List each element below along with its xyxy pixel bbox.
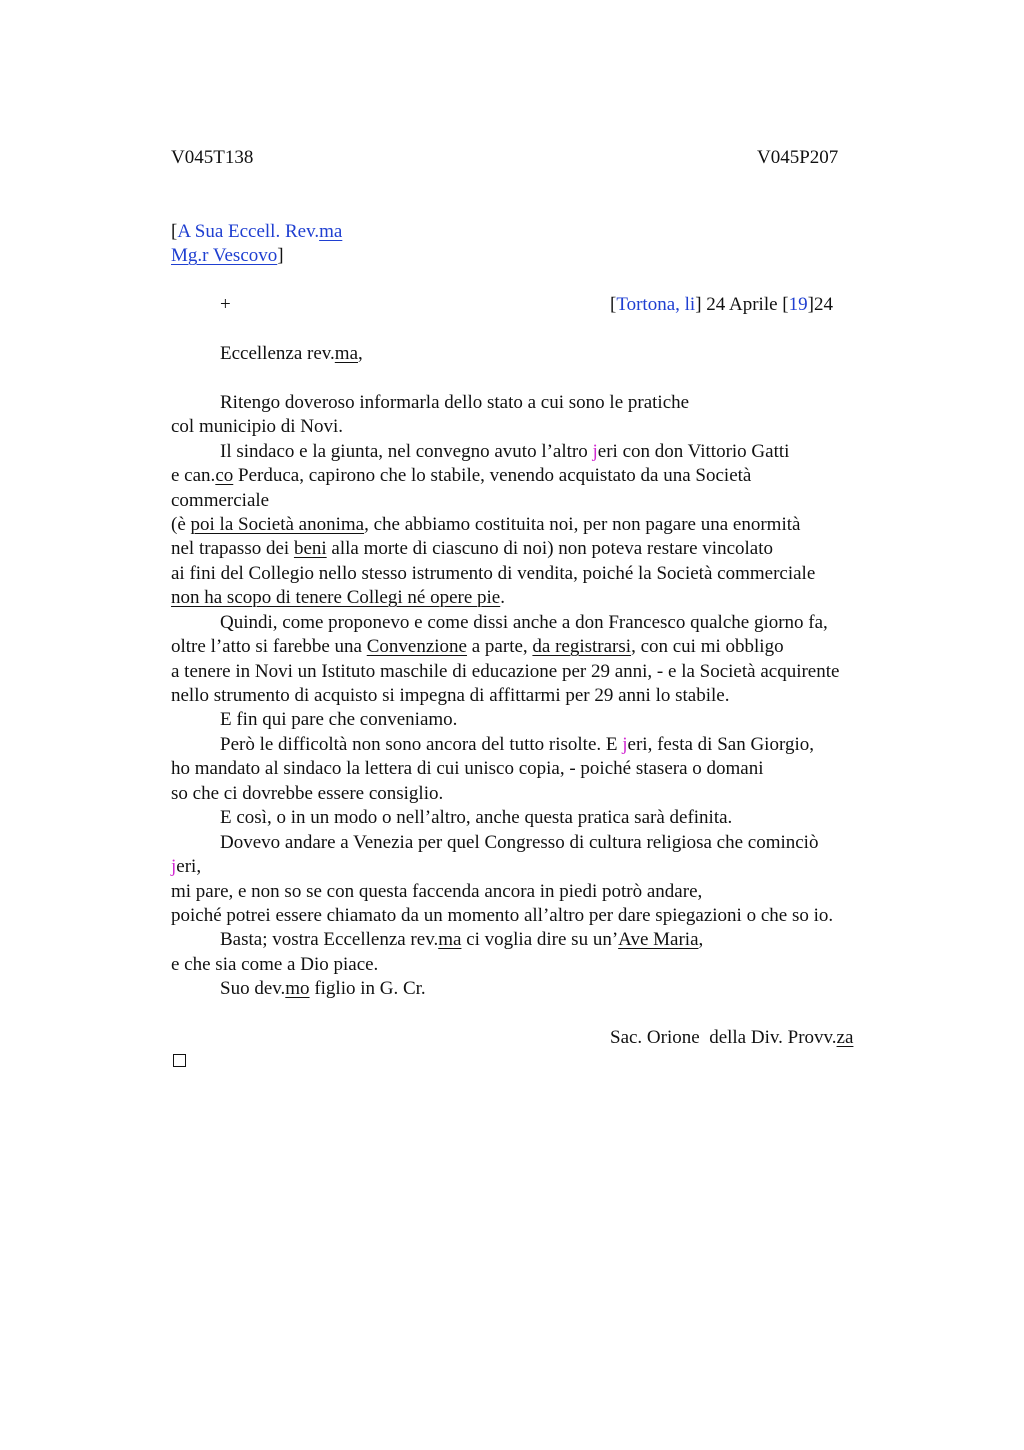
end-mark-square-icon: [173, 1054, 186, 1067]
body-line: E fin qui pare che conveniamo.: [220, 709, 458, 730]
body-line: e can.co Perduca, capirono che lo stabile, venendo acquistato da una Società: [171, 465, 752, 486]
body-line: nello strumento di acquisto si impegna di affittarmi per 29 anni lo stabile.: [171, 685, 730, 706]
body-line: ai fini del Collegio nello stesso istrumento di vendita, poiché la Società commerciale: [171, 563, 816, 584]
dateline: [Tortona, li] 24 Aprile [19]24: [610, 294, 833, 315]
body-line: oltre l’atto si farebbe una Convenzione a parte, da registrarsi, con cui mi obbligo: [171, 636, 784, 657]
body-line: ho mandato al sindaco la lettera di cui unisco copia, - poiché stasera o domani: [171, 758, 764, 779]
body-line: mi pare, e non so se con questa faccenda ancora in piedi potrò andare,: [171, 881, 703, 902]
closing-line: Suo dev.mo figlio in G. Cr.: [220, 978, 426, 999]
body-line: a tenere in Novi un Istituto maschile di educazione per 29 anni, - e la Società acquirente: [171, 661, 840, 682]
body-line: E così, o in un modo o nell’altro, anche questa pratica sarà definita.: [220, 807, 733, 828]
body-line: e che sia come a Dio piace.: [171, 954, 379, 975]
salutation: Eccellenza rev.ma,: [220, 343, 363, 364]
body-line: Ritengo doveroso informarla dello stato a cui sono le pratiche: [220, 392, 690, 413]
body-line: Però le difficoltà non sono ancora del tutto risolte. E jeri, festa di San Giorgio,: [220, 734, 814, 755]
body-line: Basta; vostra Eccellenza rev.ma ci voglia dire su un’Ave Maria,: [220, 929, 704, 950]
signature: Sac. Orione della Div. Provv.za: [610, 1027, 854, 1048]
body-line: Il sindaco e la giunta, nel convegno avuto l’altro jeri con don Vittorio Gatti: [220, 441, 790, 462]
body-line: poiché potrei essere chiamato da un momento all’altro per dare spiegazioni o che so io.: [171, 905, 834, 926]
body-line: (è poi la Società anonima, che abbiamo costituita noi, per non pagare una enormità: [171, 514, 801, 535]
body-line: non ha scopo di tenere Collegi né opere pie.: [171, 587, 505, 608]
body-line: so che ci dovrebbe essere consiglio.: [171, 783, 444, 804]
address-line-1: [A Sua Eccell. Rev.ma: [171, 221, 343, 242]
body-line: nel trapasso dei beni alla morte di ciascuno di noi) non poteva restare vincolato: [171, 538, 774, 559]
body-line: col municipio di Novi.: [171, 416, 344, 437]
body-line: commerciale: [171, 490, 270, 511]
document-code-left: V045T138: [171, 147, 254, 168]
document-code-right: V045P207: [757, 147, 839, 168]
body-line: jeri,: [171, 856, 202, 877]
cross-mark: +: [220, 294, 231, 315]
body-line: Quindi, come proponevo e come dissi anche a don Francesco qualche giorno fa,: [220, 612, 828, 633]
address-line-2: Mg.r Vescovo]: [171, 245, 284, 266]
body-line: Dovevo andare a Venezia per quel Congresso di cultura religiosa che cominciò: [220, 832, 819, 853]
